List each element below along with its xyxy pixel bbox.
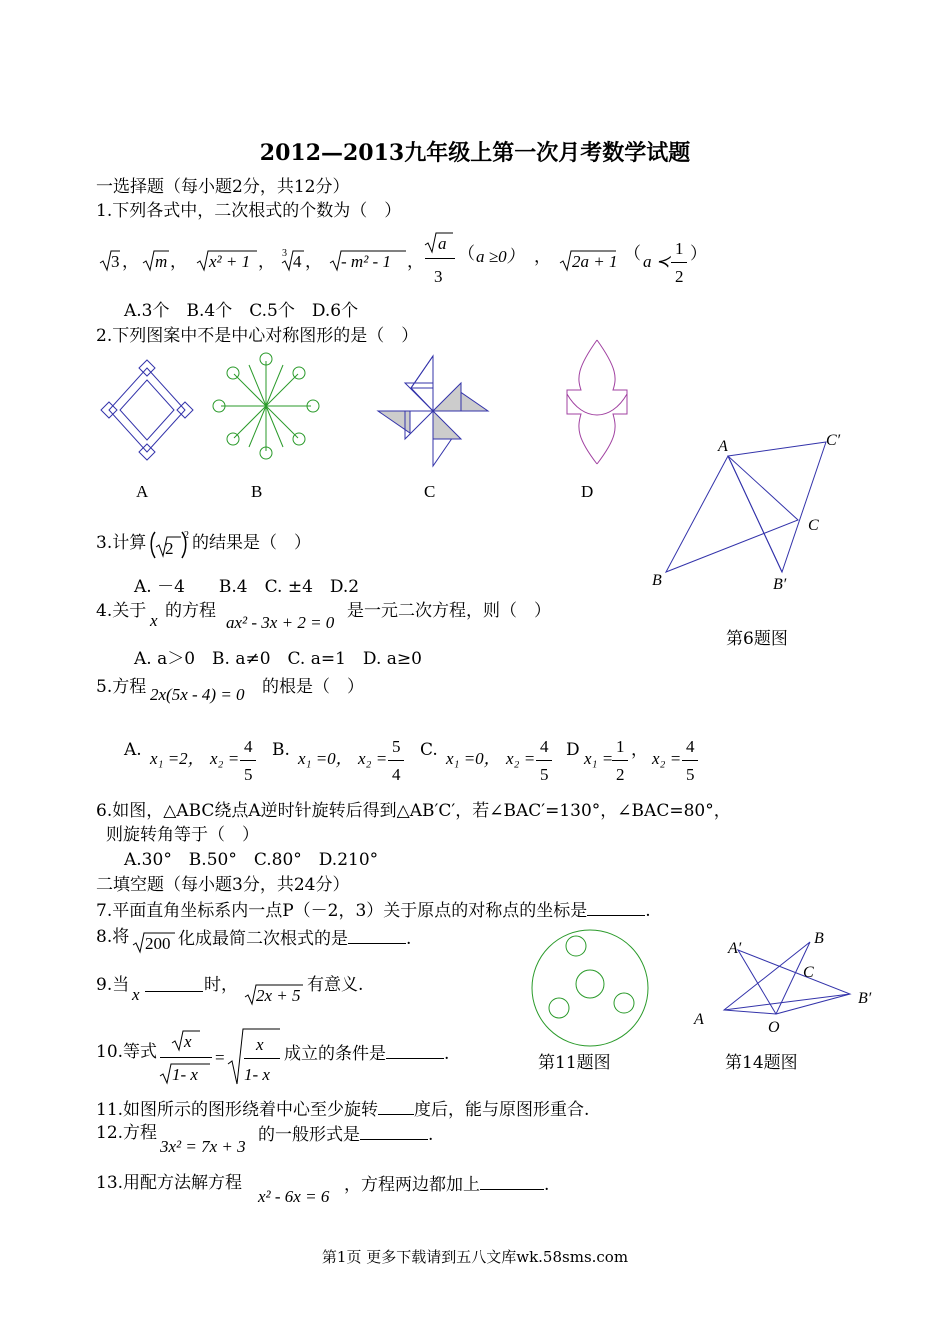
q5-opt-d-num2: 4 (686, 737, 695, 756)
q5-opt-b-num: 5 (392, 737, 401, 756)
q5-opt-d-x2: x₂ = (652, 749, 682, 768)
page-footer: 第1页 更多下载请到五八文库wk.58sms.com (321, 1248, 629, 1266)
q10-blank[interactable] (386, 1041, 444, 1059)
q4-stem-prefix: 4.关于 (96, 601, 147, 621)
q3-stem-prefix: 3.计算 (96, 533, 147, 553)
fig6-point-b-prime: B′ (773, 576, 787, 593)
section-1-heading: 一选择题（每小题2分，共12分） (96, 177, 350, 197)
q4-equation: ax² - 3x + 2 = 0 (226, 613, 335, 632)
q10-den2: 1- x (244, 1065, 270, 1084)
q1-stem: 1.下列各式中，二次根式的个数为（ ） (96, 201, 402, 221)
q2-figure-b (214, 352, 318, 460)
fig14-point-a: A (694, 1011, 704, 1028)
q12-prefix: 12.方程 (96, 1123, 158, 1143)
q11-text: 11.如图所示的图形绕着中心至少旋转 度后，能与原图形重合. (96, 1097, 589, 1121)
q5-opt-a: A. (124, 740, 142, 760)
q1-expr-7: 2a + 1 (572, 252, 618, 271)
fig6-point-a: A (718, 438, 728, 455)
q5-equation: 2x(5x - 4) = 0 (150, 685, 245, 704)
q4-var: x (150, 611, 158, 630)
fig6-caption: 第6题图 (726, 629, 788, 649)
fig6-point-b: B (652, 572, 662, 589)
q5-opt-d-den2: 5 (686, 765, 695, 784)
q5-opt-a-x1: x₁ =2， (150, 749, 205, 768)
q1-expr-1: 3 (111, 252, 120, 271)
fig14-caption: 第14题图 (725, 1053, 798, 1073)
q1-expr-5: - m² - 1 (341, 252, 391, 271)
fig14-point-b-prime: B′ (858, 990, 872, 1007)
q8-blank[interactable] (348, 926, 406, 944)
q3-stem-suffix: 的结果是（ ） (192, 533, 311, 553)
q6-options: A.30° B.50° C.80° D.210° (124, 850, 379, 870)
q5-stem-prefix: 5.方程 (96, 677, 147, 697)
q7-blank[interactable] (587, 898, 645, 916)
q2-figure-d (563, 338, 631, 466)
q10-num2: x (256, 1035, 264, 1054)
q5-opt-c-x2: x₂ = (506, 749, 536, 768)
q1-cond-2: a ≺ (643, 252, 670, 271)
q4-options: A. a＞0 B. a≠0 C. a=1 D. a≥0 (134, 649, 422, 669)
q1-expr-3: x² + 1 (209, 252, 251, 271)
q10-text: 成立的条件是 . (284, 1041, 449, 1065)
q13-equation: x² - 6x = 6 (258, 1187, 330, 1206)
q1-expr-6-num: a (438, 234, 447, 253)
q5-opt-d-sep: ， (631, 740, 648, 760)
fig6-point-c: C (808, 517, 819, 534)
fig6-point-c-prime: C′ (826, 432, 841, 449)
q9-expr: 2x + 5 (256, 986, 301, 1005)
q5-opt-b-x2: x₂ = (358, 749, 388, 768)
q5-opt-a-num: 4 (244, 737, 253, 756)
q1-expr-4: 4 (293, 252, 302, 271)
fig11-circles (530, 928, 650, 1048)
q5-opt-d-num1: 1 (616, 737, 625, 756)
fig14-point-a-prime: A′ (728, 940, 742, 957)
q10-num1: x (184, 1032, 192, 1051)
q3-options: A. －4 B.4 C. ±4 D.2 (134, 577, 360, 597)
section-2-heading: 二填空题（每小题3分，共24分） (96, 875, 350, 895)
q9-mid: 时， (204, 975, 238, 995)
q5-opt-c: C. (420, 740, 438, 760)
q2-stem: 2.下列图案中不是中心对称图形的是（ ） (96, 326, 419, 346)
q2-figure-c (377, 355, 489, 467)
q5-opt-b-den: 4 (392, 765, 401, 784)
page-title: 2012—2013九年级上第一次月考数学试题 (259, 140, 691, 166)
q5-opt-d: D (566, 740, 580, 760)
q1-expr-2: m (155, 252, 168, 271)
q13-prefix: 13.用配方法解方程 (96, 1173, 243, 1193)
q9-var: x (132, 985, 140, 1004)
q13-text: ，方程两边都加上 . (344, 1172, 549, 1196)
q5-opt-d-den1: 2 (616, 765, 625, 784)
q5-opt-b-x1: x₁ =0， (298, 749, 353, 768)
q2-figure-a (100, 358, 194, 466)
q9-blank[interactable] (145, 974, 203, 992)
q3-expr-value: 2 (165, 539, 174, 558)
q5-opt-a-den: 5 (244, 765, 253, 784)
q10-prefix: 10.等式 (96, 1042, 158, 1062)
q12-text: 的一般形式是 . (258, 1122, 433, 1146)
q12-blank[interactable] (360, 1122, 428, 1140)
q6-stem-1: 6.如图，△ABC绕点A逆时针旋转后得到△AB′C′，若∠BAC′=130°，∠BAC=80°， (96, 801, 731, 821)
q11-blank[interactable] (378, 1097, 414, 1115)
q1-cond-1: a ≥0） (476, 247, 524, 266)
q8-text: 化成最简二次根式的是 . (178, 926, 411, 950)
q10-den1: 1- x (172, 1065, 198, 1084)
q6-stem-2: 则旋转角等于（ ） (106, 825, 259, 845)
q2-label-a: A (136, 482, 149, 501)
q2-label-c: C (424, 482, 436, 501)
fig14-point-b: B (814, 930, 824, 947)
q4-stem-suffix: 是一元二次方程，则（ ） (347, 601, 551, 621)
q5-opt-d-x1: x₁ = (584, 749, 614, 768)
q5-opt-c-den: 5 (540, 765, 549, 784)
q9-prefix: 9.当 (96, 975, 130, 995)
q7-text: 7.平面直角坐标系内一点P（－2，3）关于原点的对称点的坐标是 . (96, 898, 651, 922)
q8-prefix: 8.将 (96, 927, 130, 947)
q2-label-d: D (581, 482, 594, 501)
fig14-point-c: C (803, 964, 814, 981)
fig11-caption: 第11题图 (538, 1053, 611, 1073)
q1-expr-6-den: 3 (434, 267, 443, 286)
q5-opt-c-x1: x₁ =0， (446, 749, 501, 768)
q5-opt-b: B. (272, 740, 290, 760)
q5-opt-c-num: 4 (540, 737, 549, 756)
q5-stem-suffix: 的根是（ ） (262, 677, 364, 697)
q1-cond-2-num: 1 (675, 239, 684, 258)
fig6-triangles (650, 430, 830, 600)
q5-opt-a-x2: x₂ = (210, 749, 240, 768)
q13-blank[interactable] (480, 1172, 544, 1190)
q12-equation: 3x² = 7x + 3 (160, 1137, 246, 1156)
q4-stem-mid: 的方程 (165, 601, 216, 621)
q9-suffix: 有意义. (307, 975, 364, 995)
fig14-triangles (700, 938, 860, 1022)
q1-cond-2-den: 2 (675, 267, 684, 286)
q2-label-b: B (251, 482, 263, 501)
fig14-point-o: O (768, 1019, 780, 1036)
q8-expr: 200 (145, 934, 171, 953)
q1-options: A.3个 B.4个 C.5个 D.6个 (124, 301, 359, 321)
